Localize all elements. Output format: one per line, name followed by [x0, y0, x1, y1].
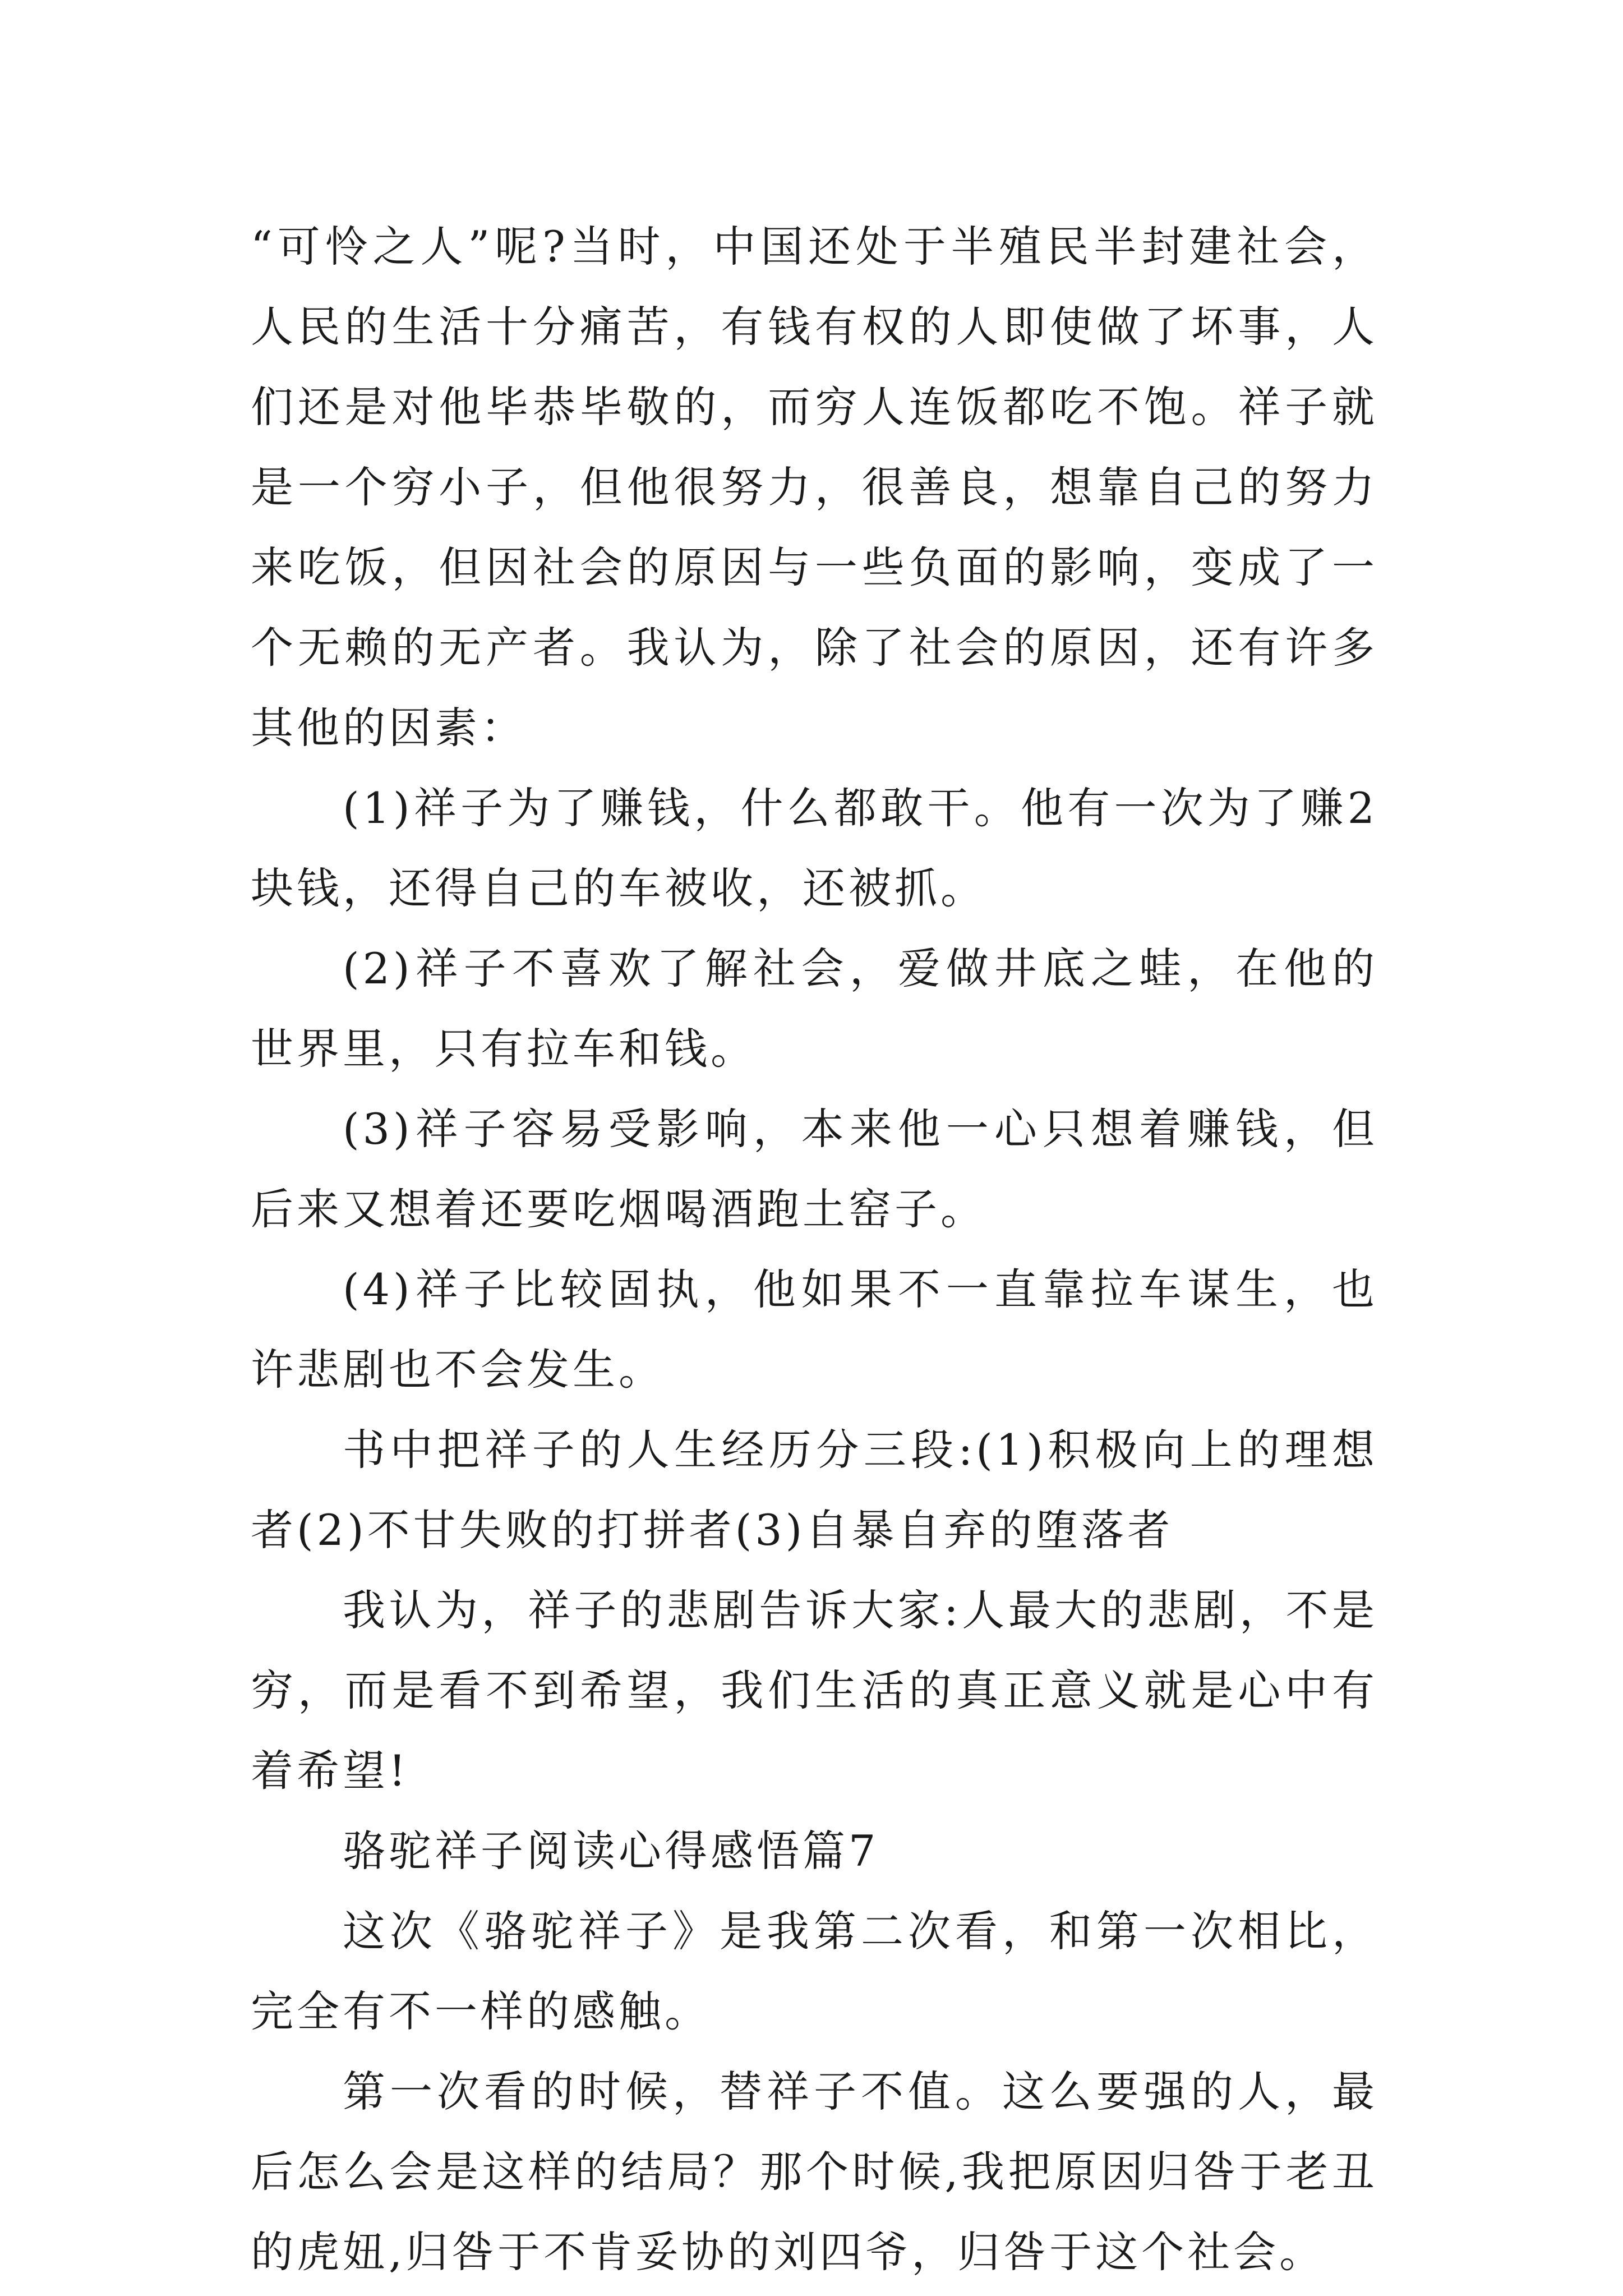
section-heading: 骆驼祥子阅读心得感悟篇7: [343, 1826, 879, 1876]
paragraph-factor-2: (2)祥子不喜欢了解社会，爱做井底之蛙，在他的世界里，只有拉车和钱。: [251, 944, 1378, 1074]
paragraph-factor-3: (3)祥子容易受影响，本来他一心只想着赚钱，但后来又想着还要吃烟喝酒跑土窑子。: [251, 1104, 1378, 1234]
paragraph-conclusion: 我认为，祥子的悲剧告诉大家:人最大的悲剧，不是穷，而是看不到希望，我们生活的真正意义就是心中有着希望!: [251, 1585, 1378, 1796]
paragraph-first-reading: 第一次看的时候，替祥子不值。这么要强的人，最后怎么会是这样的结局？那个时候,我把原因归咎于老丑的虎妞,归咎于不肯妥协的刘四爷，归咎于这个社会。: [251, 2067, 1378, 2277]
paragraph-factor-4: (4)祥子比较固执，他如果不一直靠拉车谋生，也许悲剧也不会发生。: [251, 1264, 1378, 1395]
paragraph-life-stages: 书中把祥子的人生经历分三段:(1)积极向上的理想者(2)不甘失败的打拼者(3)自暴自弃的堕落者: [251, 1425, 1378, 1555]
paragraph-factor-1: (1)祥子为了赚钱，什么都敢干。他有一次为了赚2块钱，还得自己的车被收，还被抓。: [251, 783, 1378, 913]
paragraph-second-reading: 这次《骆驼祥子》是我第二次看，和第一次相比，完全有不一样的感触。: [251, 1906, 1378, 2036]
body-text: [251, 206, 1378, 2292]
paragraph-intro: “可怜之人”呢?当时，中国还处于半殖民半封建社会，人民的生活十分痛苦，有钱有权的人即使做了坏事，人们还是对他毕恭毕敬的，而穷人连饭都吃不饱。祥子就是一个穷小子，但他很努力，很善良，想靠自己的努力来吃饭，但因社会的原因与一些负面的影响，变成了一个无赖的无产者。我认为，除了社会的原因，还有许多其他的因素：: [251, 222, 1378, 753]
